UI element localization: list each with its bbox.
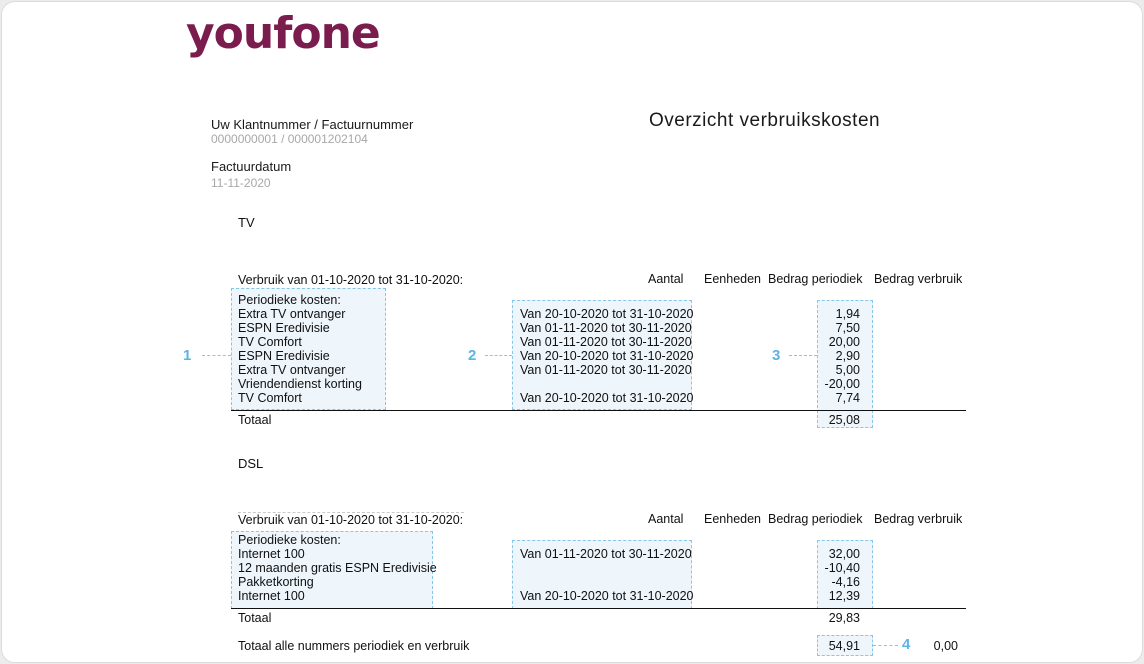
marker-2: 2: [468, 347, 477, 364]
invoice-date-label: Factuurdatum: [211, 159, 292, 174]
dsl-col-verbruik: Bedrag verbruik: [874, 512, 963, 526]
marker-4: 4: [902, 636, 911, 653]
list-item: Extra TV ontvanger: [238, 307, 346, 321]
marker-1-connector: [202, 355, 231, 356]
list-item: 7,74: [835, 391, 860, 405]
marker-4-connector: [873, 645, 898, 646]
list-item: TV Comfort: [238, 335, 302, 349]
grand-total-verbruik: 0,00: [933, 639, 958, 653]
marker-3-connector: [789, 355, 817, 356]
list-item: Van 01-11-2020 tot 30-11-2020: [520, 321, 692, 335]
dsl-col-eenheden: Eenheden: [704, 512, 762, 526]
list-item: -4,16: [831, 575, 860, 589]
dsl-col-aantal: Aantal: [648, 512, 684, 526]
list-item: Pakketkorting: [238, 575, 314, 589]
list-item: Extra TV ontvanger: [238, 363, 346, 377]
list-item: Periodieke kosten:: [238, 533, 341, 547]
list-item: [802, 293, 860, 307]
list-item: [520, 533, 694, 547]
dsl-total-divider: [231, 608, 966, 609]
list-item: Internet 100: [238, 547, 305, 561]
tv-col-verbruik: Bedrag verbruik: [874, 272, 963, 286]
list-item: Van 01-11-2020 tot 30-11-2020: [520, 547, 692, 561]
list-item: [520, 575, 694, 589]
grand-total-label: Totaal alle nummers periodiek en verbruik: [238, 639, 470, 653]
marker-3: 3: [772, 347, 781, 364]
list-item: 20,00: [828, 335, 860, 349]
list-item: [520, 293, 694, 307]
list-item: Internet 100: [238, 589, 305, 603]
customer-number-label: Uw Klantnummer / Factuurnummer: [211, 117, 414, 132]
customer-number-value: 0000000001 / 000001202104: [211, 132, 368, 146]
list-item: 2,90: [835, 349, 860, 363]
grand-total-periodiek: 54,91: [828, 639, 860, 653]
dsl-items-list: [238, 533, 437, 603]
dsl-col-periodiek: Bedrag periodiek: [768, 512, 863, 526]
invoice-page: [1, 1, 1143, 663]
list-item: -20,00: [824, 377, 860, 391]
list-item: Van 20-10-2020 tot 31-10-2020: [520, 349, 694, 363]
list-item: 5,00: [835, 363, 860, 377]
tv-period-label: Verbruik van 01-10-2020 tot 31-10-2020:: [238, 273, 464, 287]
list-item: Van 20-10-2020 tot 31-10-2020: [520, 391, 694, 405]
list-item: ESPN Eredivisie: [238, 321, 330, 335]
tv-amounts-list: [802, 293, 860, 405]
list-item: 12,39: [828, 589, 860, 603]
list-item: 12 maanden gratis ESPN Eredivisie: [238, 561, 437, 575]
list-item: ESPN Eredivisie: [238, 349, 330, 363]
list-item: Van 20-10-2020 tot 31-10-2020: [520, 307, 694, 321]
page-title: Overzicht verbruikskosten: [649, 110, 881, 131]
list-item: Vriendendienst korting: [238, 377, 362, 391]
tv-items-list: [238, 293, 362, 405]
youfone-logo: youfone: [186, 8, 380, 59]
list-item: Periodieke kosten:: [238, 293, 341, 307]
dsl-total-label: Totaal: [238, 611, 272, 625]
marker-1: 1: [183, 347, 192, 364]
list-item: [802, 533, 860, 547]
invoice-date-value: 11-11-2020: [211, 176, 271, 190]
list-item: Van 01-11-2020 tot 30-11-2020: [520, 363, 692, 377]
list-item: TV Comfort: [238, 391, 302, 405]
tv-dates-list: [520, 293, 694, 405]
tv-total-divider: [231, 410, 966, 411]
list-item: 1,94: [835, 307, 860, 321]
tv-col-periodiek: Bedrag periodiek: [768, 272, 863, 286]
dsl-total-value: 29,83: [828, 611, 860, 625]
dsl-section-heading: DSL: [238, 456, 264, 471]
list-item: Van 20-10-2020 tot 31-10-2020: [520, 589, 694, 603]
tv-total-label: Totaal: [238, 413, 272, 427]
tv-col-eenheden: Eenheden: [704, 272, 762, 286]
dsl-amounts-list: [802, 533, 860, 603]
list-item: Van 01-11-2020 tot 30-11-2020: [520, 335, 692, 349]
list-item: [520, 561, 694, 575]
list-item: 7,50: [835, 321, 860, 335]
list-item: 32,00: [828, 547, 860, 561]
list-item: -10,40: [824, 561, 860, 575]
list-item: [520, 377, 694, 391]
tv-section-heading: TV: [238, 215, 255, 230]
dsl-dates-list: [520, 533, 694, 603]
tv-col-aantal: Aantal: [648, 272, 684, 286]
marker-2-connector: [485, 355, 512, 356]
dsl-period-label: Verbruik van 01-10-2020 tot 31-10-2020:: [238, 513, 464, 527]
tv-total-value: 25,08: [828, 413, 860, 427]
